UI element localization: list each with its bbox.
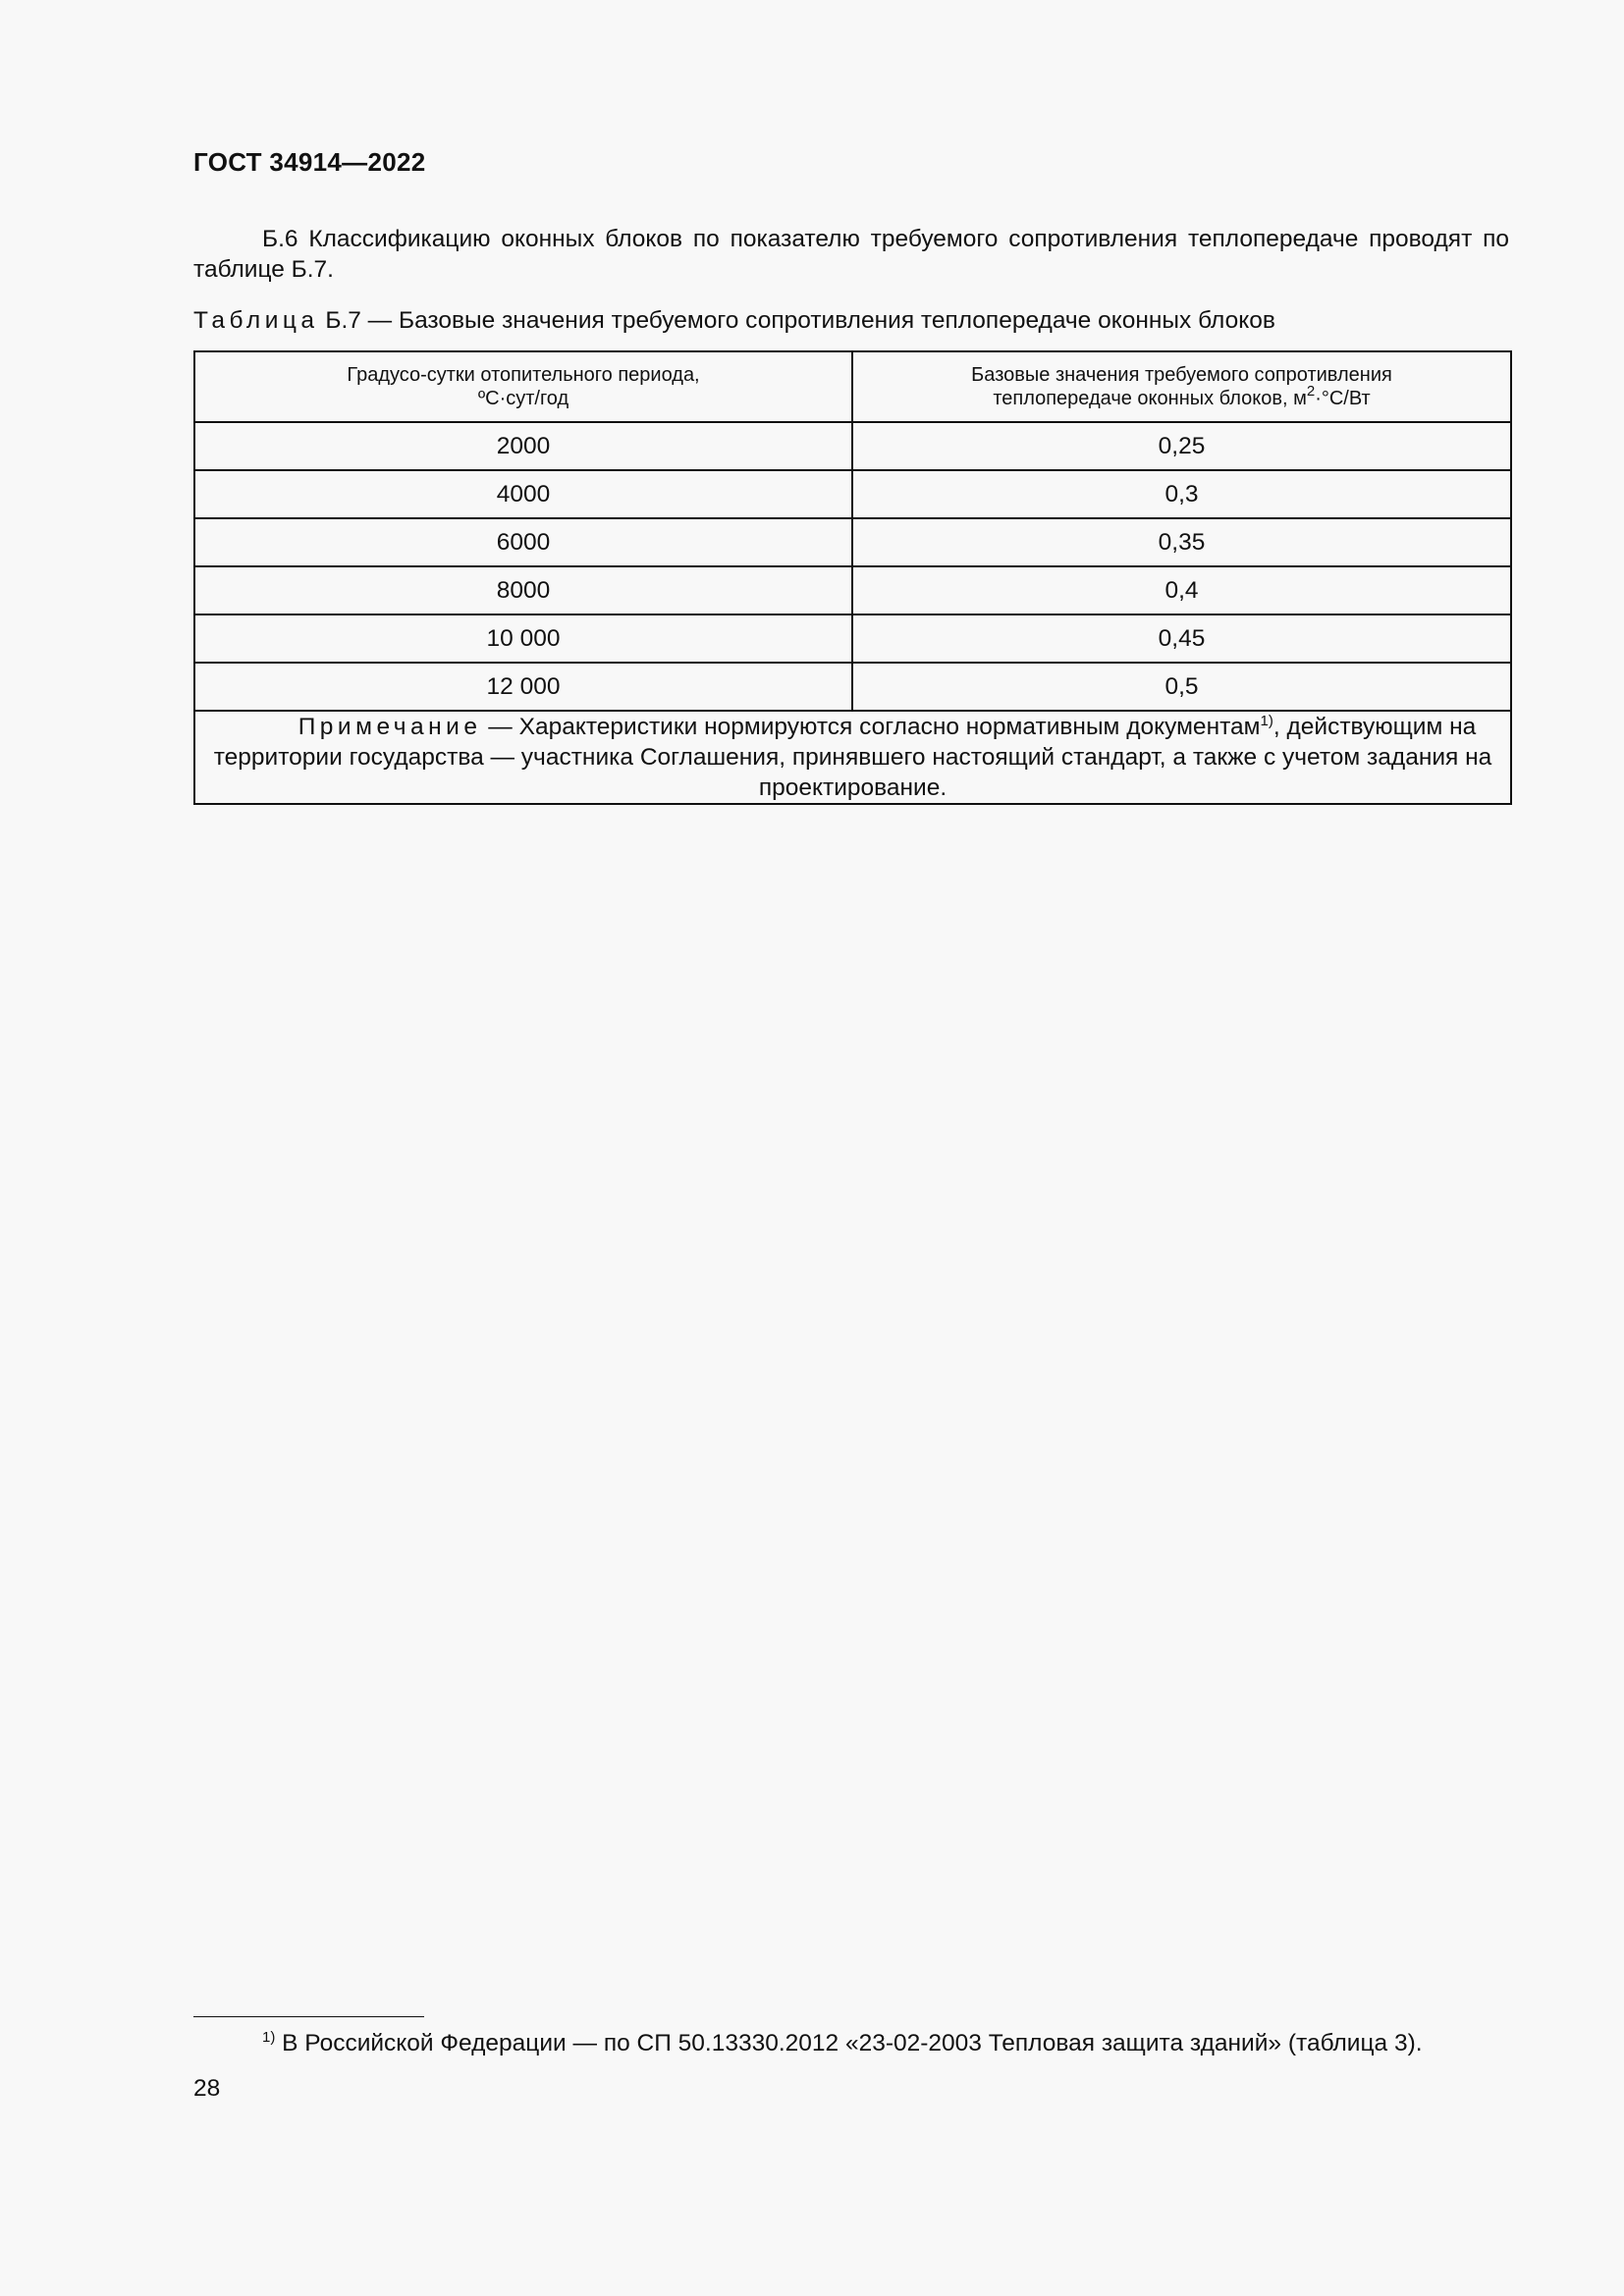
table-row — [194, 614, 1511, 663]
note-text-1: — Характеристики нормируются согласно нормативным документам — [481, 714, 1261, 740]
note-text-2: , действующим на территории государства — участника Соглашения, принявшего настоящий стандарт, а также с учетом задания на проектирование. — [213, 714, 1492, 801]
cell-value: 0,4 — [852, 566, 1511, 614]
header-degree-days-line1: Градусо-сутки отопительного периода, — [347, 364, 700, 386]
table-row — [194, 663, 1511, 711]
table-b7 — [193, 350, 1512, 805]
table-note-row — [194, 711, 1511, 804]
header-resistance — [852, 351, 1511, 422]
cell-degree-days: 8000 — [194, 566, 852, 614]
table-caption-label: Таблица — [193, 307, 319, 334]
table-row — [194, 470, 1511, 518]
note-label: Примечание — [298, 714, 482, 740]
table-caption-text: Б.7 — Базовые значения требуемого сопротивления теплопередаче оконных блоков — [318, 307, 1275, 334]
table-row — [194, 518, 1511, 566]
footnote-divider — [193, 2016, 424, 2017]
header-resistance-line1: Базовые значения требуемого сопротивления — [971, 364, 1392, 386]
table-note — [194, 711, 1511, 804]
cell-degree-days: 4000 — [194, 470, 852, 518]
page-number: 28 — [193, 2075, 221, 2102]
header-resistance-sup: 2 — [1306, 383, 1316, 400]
cell-value: 0,35 — [852, 518, 1511, 566]
table-caption — [193, 307, 1275, 335]
table-row — [194, 566, 1511, 614]
paragraph-text: Б.6 Классификацию оконных блоков по показателю требуемого сопротивления теплопередаче проводят по таблице Б.7. — [193, 226, 1509, 283]
table-row — [194, 422, 1511, 470]
note-footnote-ref: 1) — [1260, 713, 1273, 729]
cell-degree-days: 2000 — [194, 422, 852, 470]
document-header: ГОСТ 34914—2022 — [193, 147, 426, 177]
footnote-text: В Российской Федерации — по СП 50.13330.2012 «23-02-2003 Тепловая защита зданий» (таблица 3). — [275, 2030, 1423, 2056]
header-degree-days-line2: ºС·сут/год — [477, 388, 569, 409]
cell-degree-days: 12 000 — [194, 663, 852, 711]
cell-value: 0,25 — [852, 422, 1511, 470]
footnote-marker: 1) — [262, 2029, 276, 2046]
footnote — [193, 2030, 1423, 2057]
header-resistance-line2: теплопередаче оконных блоков, м — [993, 388, 1307, 409]
header-resistance-unit: ·°С/Вт — [1315, 388, 1371, 409]
cell-degree-days: 6000 — [194, 518, 852, 566]
cell-value: 0,5 — [852, 663, 1511, 711]
cell-value: 0,45 — [852, 614, 1511, 663]
paragraph-b6 — [193, 224, 1509, 285]
table-header-row — [194, 351, 1511, 422]
cell-value: 0,3 — [852, 470, 1511, 518]
header-degree-days — [194, 351, 852, 422]
cell-degree-days: 10 000 — [194, 614, 852, 663]
